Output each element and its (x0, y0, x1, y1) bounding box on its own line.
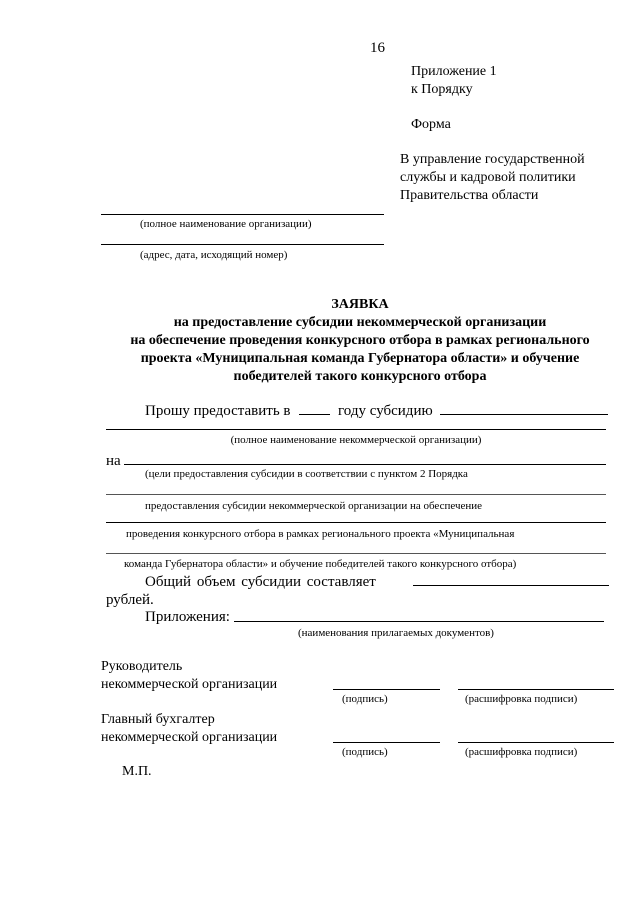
org-address-line[interactable] (101, 244, 384, 245)
purpose-caption-1: (цели предоставления субсидии в соответствии с пунктом 2 Порядка (145, 468, 468, 480)
org-name-line[interactable] (101, 214, 384, 215)
purpose-caption-4: команда Губернатора области» и обучение победителей такого конкурсного отбора) (124, 558, 517, 570)
doc-title-line-1: на предоставление субсидии некоммерческой организации (173, 315, 547, 330)
doc-title-line-3: проекта «Муниципальная команда Губернатора области» и обучение (140, 351, 580, 366)
accountant-title-line-2: некоммерческой организации (101, 730, 278, 745)
doc-title-line-2: на обеспечение проведения конкурсного отбора в рамках регионального (130, 333, 590, 348)
head-title-line-2: некоммерческой организации (101, 677, 278, 692)
addressee-line-3: Правительства области (400, 188, 539, 203)
year-blank[interactable] (299, 414, 330, 415)
doc-title-line-4: победителей такого конкурсного отбора (233, 369, 487, 384)
addressee-line-1: В управление государственной (400, 152, 585, 167)
total-label: Общий объем субсидии составляет (145, 574, 376, 590)
subsidy-blank[interactable] (440, 414, 608, 415)
purpose-line-2[interactable] (106, 494, 606, 495)
head-decoding-caption: (расшифровка подписи) (465, 693, 578, 705)
purpose-caption-2: предоставления субсидии некоммерческой организации на обеспечение (145, 500, 483, 512)
attachments-label: Приложения: (145, 609, 230, 625)
appendix-line-2: к Порядку (411, 82, 473, 97)
accountant-signature-line[interactable] (333, 742, 440, 743)
accountant-decoding-caption: (расшифровка подписи) (465, 746, 578, 758)
head-title-line-1: Руководитель (101, 659, 183, 674)
nko-name-caption: (полное наименование некоммерческой организации) (230, 434, 482, 446)
rubles-label: рублей. (106, 592, 154, 608)
form-label: Форма (411, 117, 451, 132)
attachments-caption: (наименования прилагаемых документов) (298, 627, 494, 639)
head-signature-line[interactable] (333, 689, 440, 690)
request-mid: году субсидию (338, 403, 433, 419)
page-number: 16 (370, 40, 385, 56)
accountant-title-line-1: Главный бухгалтер (101, 712, 215, 727)
appendix-line-1: Приложение 1 (411, 64, 497, 79)
request-prefix: Прошу предоставить в (145, 403, 291, 419)
addressee-line-2: службы и кадровой политики (400, 170, 576, 185)
purpose-line-3[interactable] (106, 522, 606, 523)
org-address-caption: (адрес, дата, исходящий номер) (140, 249, 288, 261)
doc-title: ЗАЯВКА (331, 297, 389, 312)
accountant-decoding-line[interactable] (458, 742, 614, 743)
org-name-caption: (полное наименование организации) (140, 218, 312, 230)
head-decoding-line[interactable] (458, 689, 614, 690)
purpose-line-1[interactable] (124, 464, 606, 465)
accountant-signature-caption: (подпись) (342, 746, 388, 758)
head-signature-caption: (подпись) (342, 693, 388, 705)
total-amount-blank[interactable] (413, 585, 609, 586)
purpose-caption-3: проведения конкурсного отбора в рамках регионального проекта «Муниципальная (126, 528, 515, 540)
purpose-line-4[interactable] (106, 553, 606, 554)
attachments-blank[interactable] (234, 621, 604, 622)
na-label: на (106, 453, 121, 469)
nko-name-line[interactable] (106, 429, 606, 430)
seal-label: М.П. (122, 764, 152, 779)
